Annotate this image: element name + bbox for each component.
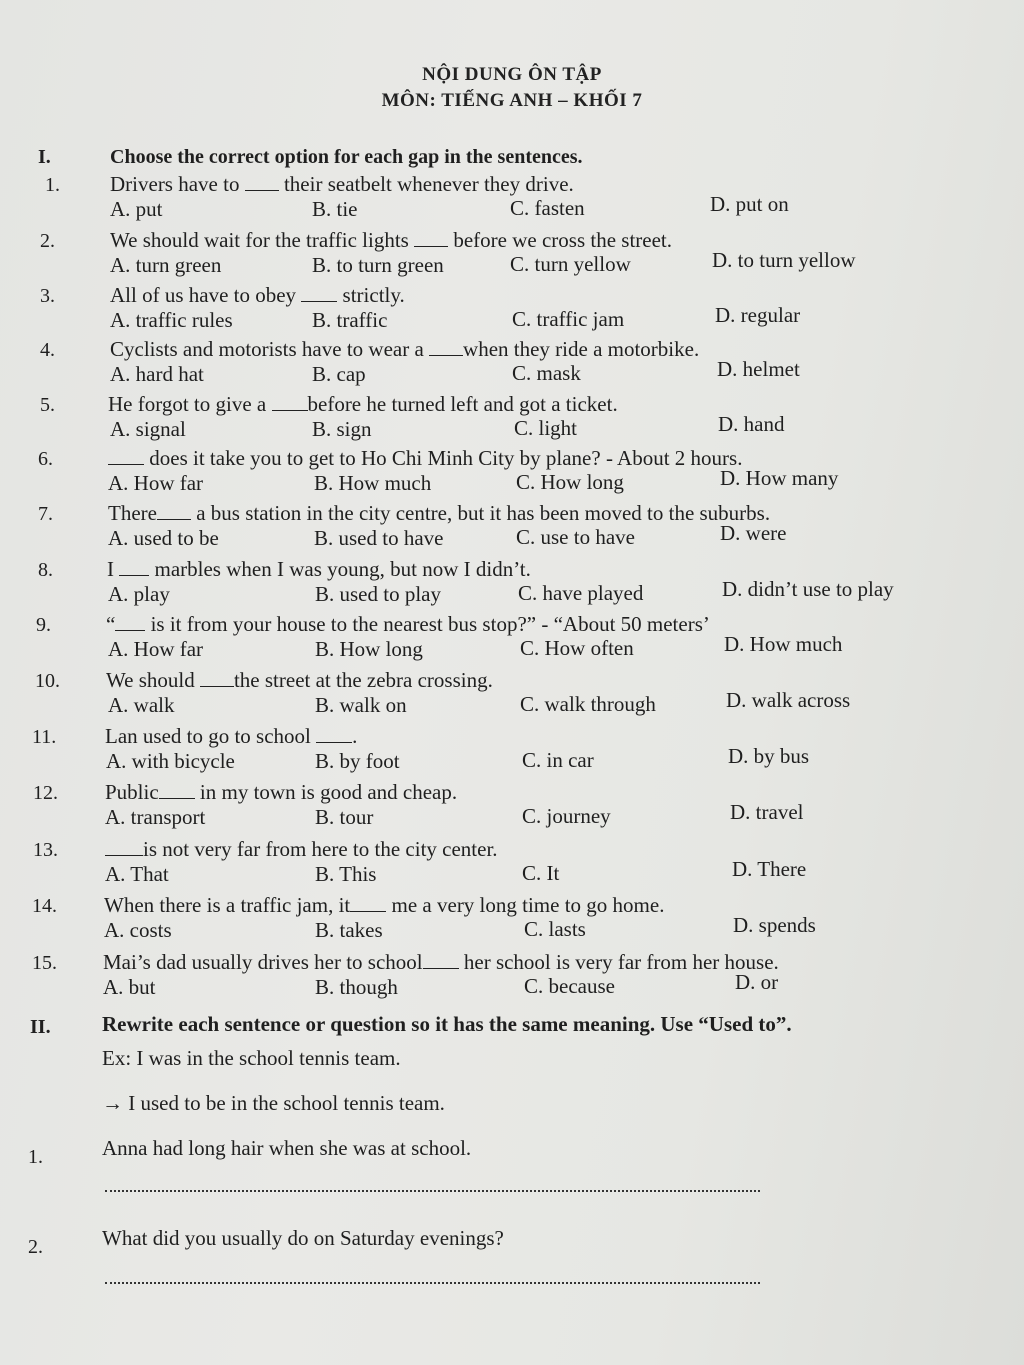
rewrite-number: 2. (28, 1236, 43, 1258)
option-a[interactable]: A. That (105, 862, 169, 886)
option-a[interactable]: A. How far (108, 471, 204, 495)
question-stem (110, 283, 405, 308)
option-a[interactable]: A. transport (105, 805, 206, 829)
question-text: We should (106, 668, 200, 692)
page-subtitle: MÔN: TIẾNG ANH – KHỐI 7 (381, 90, 643, 111)
question-text: There (108, 501, 157, 525)
question-text: Lan used to go to school (105, 724, 317, 748)
option-b[interactable]: B. though (315, 975, 398, 999)
answer-blank[interactable] (429, 339, 463, 356)
option-c[interactable]: C. lasts (524, 917, 586, 941)
option-a[interactable]: A. walk (108, 693, 175, 717)
section2-heading: Rewrite each sentence or question so it has the same meaning. Use “Used to”. (102, 1012, 792, 1036)
option-c[interactable]: C. turn yellow (510, 252, 631, 276)
option-c[interactable]: C. mask (512, 361, 581, 385)
question-text: I (107, 557, 120, 581)
option-d[interactable]: D. regular (715, 303, 801, 327)
option-b[interactable]: B. used to play (315, 582, 441, 606)
question-stem (106, 668, 493, 693)
question-text: strictly. (337, 283, 405, 307)
option-d[interactable]: D. spends (733, 913, 816, 937)
question-text: does it take you to get to Ho Chi Minh City by plane? - About 2 hours. (144, 446, 743, 470)
question-text: is it from your house to the nearest bus stop?” - “About 50 meters’ (145, 612, 710, 636)
option-d[interactable]: D. didn’t use to play (722, 577, 894, 601)
page-title: NỘI DUNG ÔN TẬP (422, 64, 602, 85)
question-stem (105, 780, 457, 805)
option-b[interactable]: B. How long (315, 637, 423, 661)
option-c[interactable]: C. use to have (516, 525, 635, 549)
option-c[interactable]: C. fasten (510, 196, 585, 220)
question-text: We should wait for the traffic lights (110, 228, 415, 252)
section1-heading: Choose the correct option for each gap in the sentences. (110, 146, 583, 168)
option-a[interactable]: A. turn green (110, 253, 222, 277)
question-number: 2. (40, 230, 55, 252)
option-d[interactable]: D. or (735, 970, 779, 994)
option-a[interactable]: A. hard hat (110, 362, 204, 386)
option-d[interactable]: D. put on (710, 192, 789, 216)
answer-line[interactable] (105, 1282, 760, 1284)
option-b[interactable]: B. tie (312, 197, 358, 221)
option-c[interactable]: C. journey (522, 804, 611, 828)
question-text: when they ride a motorbike. (463, 337, 700, 361)
question-text: “ (106, 612, 116, 636)
option-d[interactable]: D. to turn yellow (712, 248, 856, 272)
section1-numeral: I. (38, 146, 51, 168)
question-stem (103, 950, 779, 975)
example-sentence: Ex: I was in the school tennis team. (102, 1046, 401, 1070)
question-number: 15. (32, 952, 57, 974)
question-stem (107, 557, 531, 582)
question-text: Public (105, 780, 159, 804)
answer-blank[interactable] (159, 782, 195, 799)
answer-blank[interactable] (301, 285, 337, 302)
option-b[interactable]: B. How much (314, 471, 432, 495)
question-text: He forgot to give a (108, 392, 272, 416)
question-number: 5. (40, 394, 55, 416)
question-text: marbles when I was young, but now I didn’t. (149, 557, 531, 581)
answer-blank[interactable] (423, 952, 459, 969)
rewrite-sentence: Anna had long hair when she was at school. (102, 1136, 472, 1160)
question-number: 12. (33, 782, 58, 804)
question-stem (108, 446, 742, 471)
question-text: in my town is good and cheap. (194, 780, 458, 804)
question-text: . (352, 724, 358, 748)
answer-blank[interactable] (105, 839, 143, 856)
question-text: their seatbelt whenever they drive. (278, 172, 574, 196)
option-c[interactable]: C. How often (520, 636, 634, 660)
question-number: 4. (40, 339, 55, 361)
option-b[interactable]: B. sign (312, 417, 372, 441)
answer-blank[interactable] (316, 726, 352, 743)
answer-blank[interactable] (108, 448, 144, 465)
question-number: 11. (32, 726, 57, 748)
answer-blank[interactable] (157, 503, 191, 520)
question-number: 6. (38, 448, 53, 470)
option-c[interactable]: C. It (522, 861, 560, 885)
question-text: her school is very far from her house. (458, 950, 779, 974)
option-c[interactable]: C. have played (518, 581, 644, 605)
option-d[interactable]: D. walk across (726, 688, 851, 712)
question-stem (105, 837, 498, 862)
option-b[interactable]: B. This (315, 862, 377, 886)
answer-blank[interactable] (200, 670, 234, 687)
option-c[interactable]: C. light (514, 416, 578, 440)
option-a[interactable]: A. traffic rules (110, 308, 233, 332)
option-b[interactable]: B. used to have (314, 526, 444, 550)
option-d[interactable]: D. How many (720, 466, 839, 490)
section2-numeral: II. (30, 1016, 51, 1038)
question-text: Drivers have to (110, 172, 245, 196)
option-a[interactable]: A. costs (104, 918, 172, 942)
example-answer: → I used to be in the school tennis team. (102, 1091, 445, 1115)
question-stem (105, 724, 357, 749)
question-number: 10. (35, 670, 60, 692)
question-number: 14. (32, 895, 57, 917)
question-text: before we cross the street. (448, 228, 673, 252)
option-d[interactable]: D. helmet (717, 357, 800, 381)
question-stem (104, 893, 664, 918)
question-text: the street at the zebra crossing. (233, 668, 493, 692)
option-a[interactable]: A. used to be (108, 526, 219, 550)
option-c[interactable]: C. walk through (520, 692, 656, 716)
question-text: All of us have to obey (110, 283, 302, 307)
option-b[interactable]: B. to turn green (312, 253, 444, 277)
answer-blank[interactable] (115, 614, 145, 631)
answer-blank[interactable] (119, 559, 149, 576)
rewrite-sentence: What did you usually do on Saturday evenings? (102, 1226, 504, 1250)
option-b[interactable]: B. traffic (312, 308, 388, 332)
question-stem (108, 392, 618, 417)
question-stem (106, 612, 710, 637)
option-a[interactable]: A. put (110, 197, 163, 221)
option-a[interactable]: A. but (103, 975, 156, 999)
answer-blank[interactable] (245, 174, 279, 191)
rewrite-number: 1. (28, 1146, 43, 1168)
option-a[interactable]: A. play (108, 582, 170, 606)
option-c[interactable]: C. How long (516, 470, 624, 494)
question-text: a bus station in the city centre, but it has been moved to the suburbs. (190, 501, 771, 525)
option-d[interactable]: D. travel (730, 800, 804, 824)
option-a[interactable]: A. How far (108, 637, 204, 661)
option-c[interactable]: C. because (524, 974, 615, 998)
option-b[interactable]: B. by foot (315, 749, 400, 773)
option-b[interactable]: B. takes (315, 918, 383, 942)
option-c[interactable]: C. in car (522, 748, 594, 772)
option-c[interactable]: C. traffic jam (512, 307, 625, 331)
option-d[interactable]: D. by bus (728, 744, 810, 768)
answer-blank[interactable] (272, 394, 308, 411)
question-text: is not very far from here to the city center. (143, 837, 498, 861)
option-b[interactable]: B. walk on (315, 693, 407, 717)
answer-blank[interactable] (350, 895, 386, 912)
question-number: 1. (45, 174, 60, 196)
question-number: 13. (33, 839, 58, 861)
option-d[interactable]: D. were (720, 521, 787, 545)
question-number: 7. (38, 503, 53, 525)
question-text: me a very long time to go home. (386, 893, 665, 917)
question-text: Cyclists and motorists have to wear a (110, 337, 430, 361)
option-a[interactable]: A. signal (110, 417, 186, 441)
option-b[interactable]: B. cap (312, 362, 366, 386)
option-d[interactable]: D. There (732, 857, 807, 881)
question-stem (108, 501, 770, 526)
option-b[interactable]: B. tour (315, 805, 374, 829)
answer-blank[interactable] (414, 230, 448, 247)
question-number: 3. (40, 285, 55, 307)
answer-line[interactable] (105, 1190, 760, 1192)
question-stem (110, 337, 699, 362)
question-number: 8. (38, 559, 53, 581)
option-d[interactable]: D. How much (724, 632, 843, 656)
question-text: When there is a traffic jam, it (104, 893, 351, 917)
option-d[interactable]: D. hand (718, 412, 785, 436)
question-text: Mai’s dad usually drives her to school (103, 950, 423, 974)
question-number: 9. (36, 614, 51, 636)
option-a[interactable]: A. with bicycle (106, 749, 235, 773)
question-stem (110, 172, 574, 197)
question-stem (110, 228, 672, 253)
question-text: before he turned left and got a ticket. (307, 392, 618, 416)
